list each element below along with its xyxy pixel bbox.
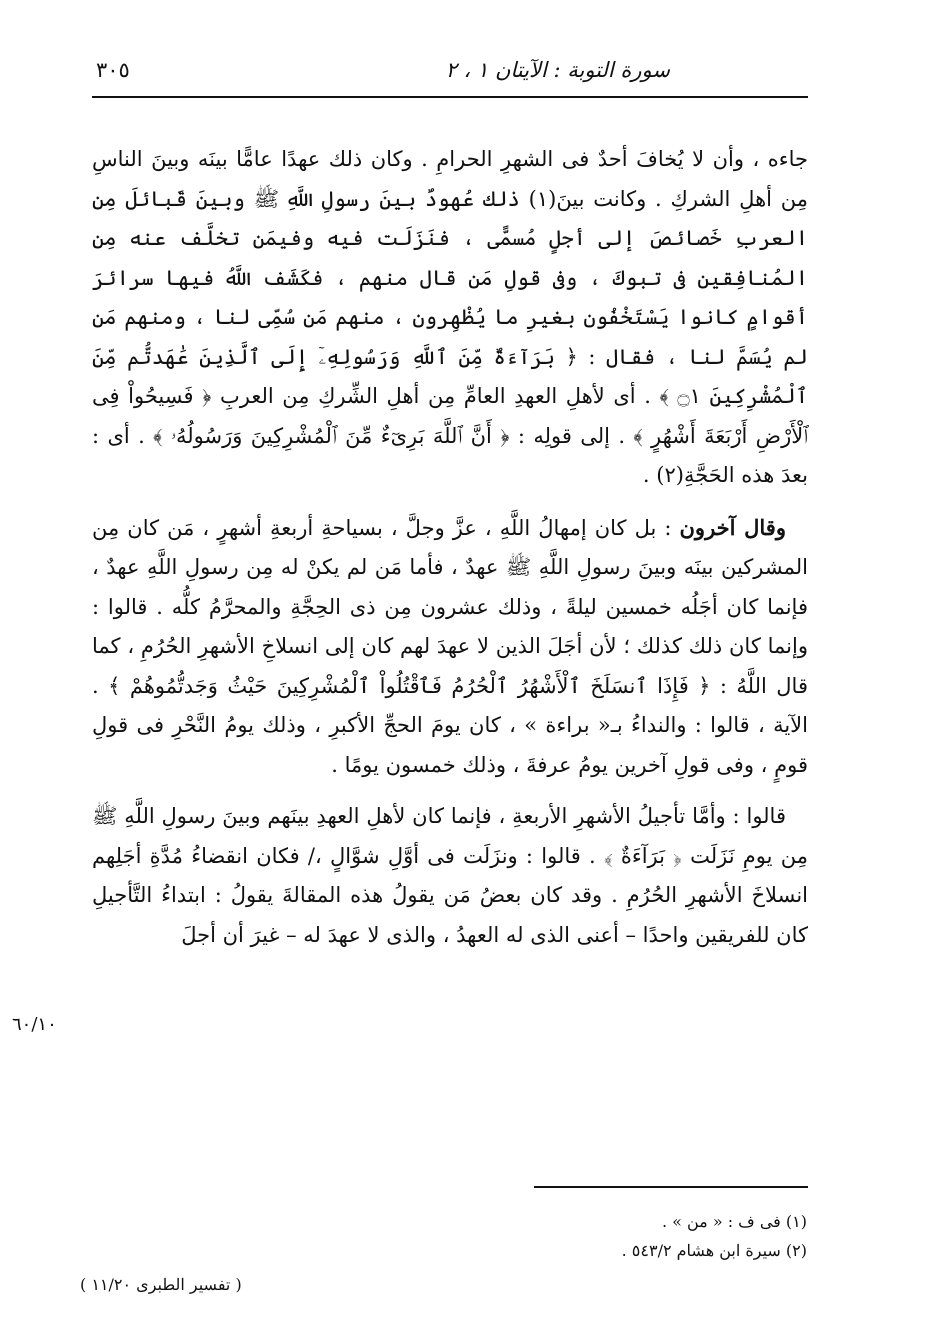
paragraph-1: جاءه ، وأن لا يُخافَ أحدٌ فى الشهرِ الحرامِ . وكان ذلك عهدًا عامًّا بينَه وبينَ الناسِ مِن أهلِ الشركِ . وكانت بينَ(١) ذلك عُهودٌ بينَ رسولِ اللَّهِ ﷺ وبينَ قَبائلَ مِن العربِ خَصائصَ إلى أجلٍ مُسمًّى ، فنَزَلَت فيه وفيمَن تخلَّف عنه مِن المُنافِقين فى تبوكَ ، وفى قولِ مَن قال منهم ، فكَشَف اللَّهُ فيها سرائرَ أقوامٍ كانوا يَسْتَخْفُون بغيرِ ما يُظْهِرون ، منهم مَن سُمِّى لنا ، ومنهم مَن لم يُسَمَّ لنا ، فقال : ﴿ بَرَآءَةٌ مِّنَ ٱللَّهِ وَرَسُولِهِۦٓ إِلَى ٱلَّذِينَ عَٰهَدتُّم مِّنَ ٱلْمُشْرِكِينَ ۝١ ﴾ . أى لأهلِ العهدِ العامِّ مِن أهلِ الشِّركِ مِن العربِ ﴿ فَسِيحُواْ فِى ٱلْأَرْضِ أَرْبَعَةَ أَشْهُرٍ ﴾ . إلى قولِه : ﴿ أَنَّ ٱللَّهَ بَرِىٓءٌ مِّنَ ٱلْمُشْرِكِينَ وَرَسُولُهُۥ ﴾ . أى : بعدَ هذه الحَجَّةِ(٢) .: [92, 147, 808, 487]
footnote-rule: [534, 1186, 808, 1188]
paragraph-2-text: : بل كان إمهالُ اللَّهِ ، عزَّ وجلَّ ، بسياحةِ أربعةِ أشهرٍ ، مَن كان مِن المشركين بينَه وبينَ رسولِ اللَّهِ ﷺ عهدٌ ، فأما مَن لم يكنْ له مِن رسولِ اللَّهِ عهدٌ ، فإنما كان أجَلُه خمسين ليلةً ، وذلك عشرون مِن ذى الحِجَّةِ والمحرَّمُ كلُّه . قالوا : وإنما كان ذلك كذلك ؛ لأن أجَلَ الذين لا عهدَ لهم كان إلى انسلاخِ الأشهرِ الحُرُمِ ، كما قال اللَّهُ : ﴿ فَإِذَا ٱنسَلَخَ ٱلْأَشْهُرُ ٱلْحُرُمُ فَٱقْتُلُواْ ٱلْمُشْرِكِينَ حَيْثُ وَجَدتُّمُوهُمْ ﴾ . الآية ، قالوا : والنداءُ بـ« براءة » ، كان يومَ الحجِّ الأكبرِ ، وذلك يومُ النَّحْرِ فى قولِ قومٍ ، وفى قولِ آخرين يومُ عرفةَ ، وذلك خمسون يومًا .: [92, 515, 808, 777]
header-rule: [92, 96, 808, 98]
body-text: [92, 140, 808, 955]
footnote-2: (٢) سيرة ابن هشام ٥٤٣/٢ .: [621, 1241, 807, 1260]
footnote-1: (١) فى ف : « من » .: [661, 1212, 807, 1231]
page-number: ٣٠٥: [96, 58, 130, 82]
page-header: [92, 50, 808, 94]
paragraph-2-lead: وقال آخرون: [679, 514, 786, 540]
margin-note: ٦٠/١٠: [12, 1014, 57, 1035]
paragraph-3: قالوا : وأمَّا تأجيلُ الأشهرِ الأربعةِ ، فإنما كان لأهلِ العهدِ بينَهم وبينَ رسولِ اللَّهِ ﷺ مِن يومِ نَزَلَت ﴿ بَرَآءَةٌ ﴾ . قالوا : ونزَلَت فى أوَّلِ شوَّالٍ ،/ فكان انقضاءُ مُدَّةِ أجَلِهم انسلاخَ الأشهرِ الحُرُمِ . وقد كان بعضُ مَن يقولُ هذه المقالةَ يقولُ : ابتداءُ التَّأجيلِ كان للفريقين واحدًا – أعنى الذى له العهدُ ، والذى لا عهدَ له – غيرَ أن أجلَ: [92, 804, 808, 947]
source-reference: ( تفسير الطبرى ١١/٢٠ ): [80, 1275, 242, 1294]
running-title: سورة التوبة : الآيتان ١ ، ٢: [445, 58, 670, 82]
footnotes: [307, 1212, 807, 1270]
paragraph-2: [92, 508, 808, 786]
